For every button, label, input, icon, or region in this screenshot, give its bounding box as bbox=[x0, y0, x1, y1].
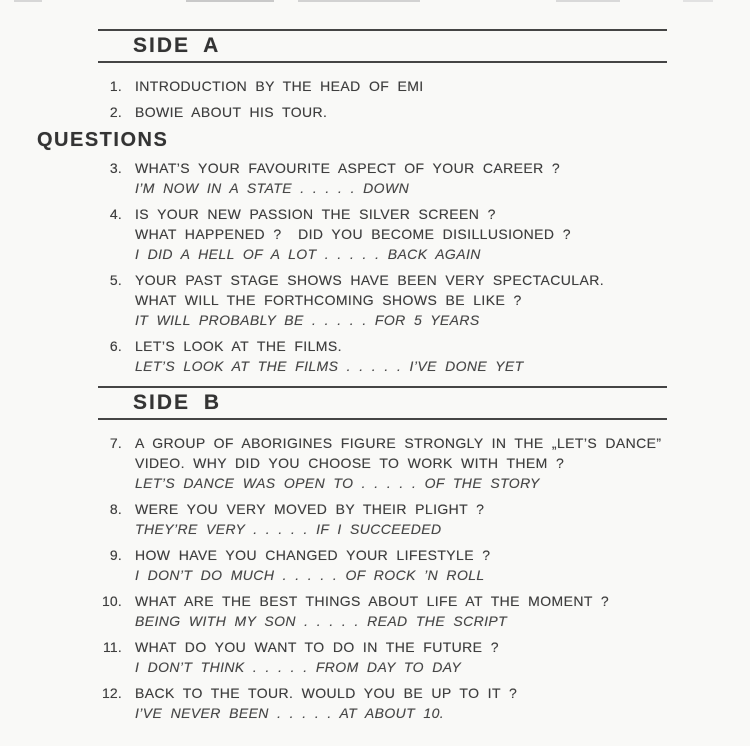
side-b-question-list bbox=[98, 433, 750, 723]
side-a-heading-block bbox=[98, 29, 667, 63]
list-item bbox=[98, 76, 750, 96]
answer-cue-line: THEY’RE VERY . . . . . IF I SUCCEEDED bbox=[135, 521, 442, 537]
scan-artifact bbox=[186, 0, 274, 2]
side-a-title: SIDE A bbox=[133, 34, 221, 57]
question-line: WHAT WILL THE FORTHCOMING SHOWS BE LIKE ? bbox=[135, 292, 522, 308]
answer-cue-line: I DON’T THINK . . . . . FROM DAY TO DAY bbox=[135, 659, 462, 675]
scan-artifact bbox=[14, 0, 42, 2]
question-line: WHAT HAPPENED ? DID YOU BECOME DISILLUSIONED ? bbox=[135, 226, 571, 242]
question-line: WERE YOU VERY MOVED BY THEIR PLIGHT ? bbox=[135, 501, 485, 517]
answer-cue-line: LET’S DANCE WAS OPEN TO . . . . . OF THE STORY bbox=[135, 475, 540, 491]
question-line: HOW HAVE YOU CHANGED YOUR LIFESTYLE ? bbox=[135, 547, 491, 563]
question-line: LET’S LOOK AT THE FILMS. bbox=[135, 338, 342, 354]
side-a-question-list bbox=[98, 158, 750, 376]
item-number: 10. bbox=[101, 593, 122, 609]
track-line: BOWIE ABOUT HIS TOUR. bbox=[135, 104, 328, 120]
item-number: 5. bbox=[109, 272, 122, 288]
question-line: VIDEO. WHY DID YOU CHOOSE TO WORK WITH THEM ? bbox=[135, 455, 565, 471]
question-line: WHAT’S YOUR FAVOURITE ASPECT OF YOUR CAREER ? bbox=[135, 160, 561, 176]
list-item bbox=[98, 433, 750, 493]
scan-artifact bbox=[683, 0, 713, 2]
answer-cue-line: I’M NOW IN A STATE . . . . . DOWN bbox=[135, 180, 410, 196]
scan-artifact bbox=[556, 0, 620, 2]
question-line: WHAT DO YOU WANT TO DO IN THE FUTURE ? bbox=[135, 639, 499, 655]
list-item bbox=[98, 637, 750, 677]
answer-cue-line: I DON’T DO MUCH . . . . . OF ROCK ’N ROLL bbox=[135, 567, 485, 583]
side-b-title: SIDE B bbox=[133, 391, 222, 414]
item-number: 3. bbox=[109, 160, 122, 176]
answer-cue-line: I DID A HELL OF A LOT . . . . . BACK AGAIN bbox=[135, 246, 481, 262]
list-item bbox=[98, 270, 750, 330]
list-item bbox=[98, 683, 750, 723]
questions-subheading: QUESTIONS bbox=[37, 129, 169, 151]
side-b-heading-block bbox=[98, 386, 667, 420]
answer-cue-line: I’VE NEVER BEEN . . . . . AT ABOUT 10. bbox=[135, 705, 445, 721]
answer-cue-line: LET’S LOOK AT THE FILMS . . . . . I’VE DONE YET bbox=[135, 358, 524, 374]
item-number: 4. bbox=[109, 206, 122, 222]
list-item bbox=[98, 545, 750, 585]
question-line: BACK TO THE TOUR. WOULD YOU BE UP TO IT ? bbox=[135, 685, 518, 701]
item-number: 7. bbox=[109, 435, 122, 451]
list-item bbox=[98, 336, 750, 376]
track-line: INTRODUCTION BY THE HEAD OF EMI bbox=[135, 78, 424, 94]
question-line: YOUR PAST STAGE SHOWS HAVE BEEN VERY SPECTACULAR. bbox=[135, 272, 605, 288]
item-number: 2. bbox=[109, 104, 122, 120]
item-number: 9. bbox=[109, 547, 122, 563]
side-b-section bbox=[0, 386, 750, 723]
list-item bbox=[98, 591, 750, 631]
item-number: 1. bbox=[109, 78, 122, 94]
item-number: 11. bbox=[102, 639, 122, 655]
list-item bbox=[98, 102, 750, 122]
question-line: WHAT ARE THE BEST THINGS ABOUT LIFE AT THE MOMENT ? bbox=[135, 593, 610, 609]
question-line: A GROUP OF ABORIGINES FIGURE STRONGLY IN THE „LET’S DANCE” bbox=[135, 435, 662, 451]
answer-cue-line: BEING WITH MY SON . . . . . READ THE SCRIPT bbox=[135, 613, 508, 629]
side-a-section bbox=[0, 29, 750, 376]
list-item bbox=[98, 204, 750, 264]
question-line: IS YOUR NEW PASSION THE SILVER SCREEN ? bbox=[135, 206, 496, 222]
scan-artifact bbox=[298, 0, 420, 2]
list-item bbox=[98, 158, 750, 198]
side-a-track-list bbox=[98, 76, 750, 122]
item-number: 8. bbox=[109, 501, 122, 517]
list-item bbox=[98, 499, 750, 539]
item-number: 6. bbox=[109, 338, 122, 354]
answer-cue-line: IT WILL PROBABLY BE . . . . . FOR 5 YEARS bbox=[135, 312, 480, 328]
item-number: 12. bbox=[101, 685, 122, 701]
